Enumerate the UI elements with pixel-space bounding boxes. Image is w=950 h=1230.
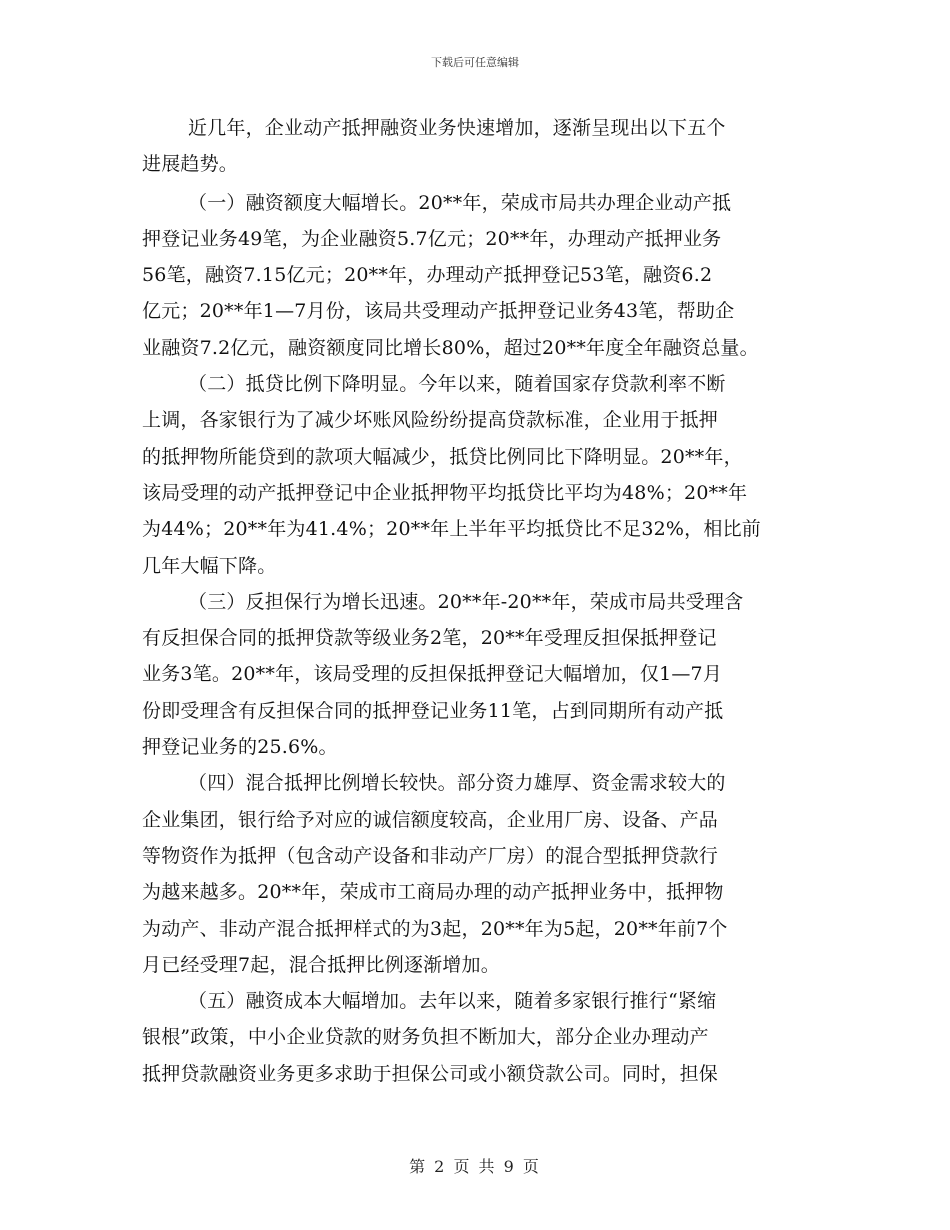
text-line: 为动产、非动产混合抵押样式的为3起，20**年为5起，20**年前7个 [142, 917, 728, 940]
paragraph-mixed-mortgage [142, 765, 818, 983]
text-line: 份即受理含有反担保合同的抵押登记业务11笔，占到同期所有动产抵 [142, 699, 724, 722]
text-line: （一）融资额度大幅增长。20**年，荣成市局共办理企业动产抵 [188, 191, 732, 214]
text-line: （五）融资成本大幅增加。去年以来，随着多家银行推行“紧缩 [188, 990, 717, 1013]
document-body [142, 110, 818, 1092]
paragraph-financing-amount [142, 185, 818, 366]
text-line: （二）抵贷比例下降明显。今年以来，随着国家存贷款利率不断 [188, 373, 726, 396]
text-line: 近几年，企业动产抵押融资业务快速增加，逐渐呈现出以下五个 [188, 117, 726, 139]
page-number-footer: 第 2 页 共 9 页 [409, 1157, 541, 1176]
paragraph-intro [142, 110, 818, 183]
text-line: 有反担保合同的抵押贷款等级业务2笔，20**年受理反担保抵押登记 [142, 627, 717, 650]
text-line: 的抵押物所能贷到的款项大幅减少，抵贷比例同比下降明显。20**年， [142, 445, 743, 468]
paragraph-loan-ratio [142, 366, 818, 584]
text-line: （四）混合抵押比例增长较快。部分资力雄厚、资金需求较大的 [188, 772, 726, 795]
header-note: 下载后可任意编辑 [431, 56, 519, 69]
text-line: 亿元；20**年1—7月份，该局共受理动产抵押登记业务43笔，帮助企 [142, 300, 735, 323]
text-line: 月已经受理7起，混合抵押比例逐渐增加。 [142, 953, 500, 976]
text-line: 该局受理的动产抵押登记中企业抵押物平均抵贷比平均为48%；20**年 [142, 481, 748, 504]
text-line: 抵押贷款融资业务更多求助于担保公司或小额贷款公司。同时，担保 [142, 1062, 719, 1085]
text-line: 押登记业务49笔，为企业融资5.7亿元；20**年，办理动产抵押业务 [142, 227, 722, 250]
text-line: 押登记业务的25.6%。 [142, 736, 338, 759]
text-line: 进展趋势。 [142, 153, 239, 176]
text-line: 为44%；20**年为41.4%；20**年上半年平均抵贷比不足32%，相比前 [142, 518, 761, 541]
text-line: 等物资作为抵押（包含动产设备和非动产厂房）的混合型抵押贷款行 [142, 844, 719, 867]
text-line: 为越来越多。20**年，荣成市工商局办理的动产抵押业务中，抵押物 [142, 881, 724, 904]
text-line: 56笔，融资7.15亿元；20**年，办理动产抵押登记53笔，融资6.2 [142, 264, 713, 287]
paragraph-financing-cost [142, 983, 818, 1092]
text-line: 业务3笔。20**年，该局受理的反担保抵押登记大幅增加，仅1—7月 [142, 663, 723, 686]
text-line: 上调，各家银行为了减少坏账风险纷纷提高贷款标准，企业用于抵押 [142, 409, 719, 432]
text-line: 银根”政策，中小企业贷款的财务负担不断加大，部分企业办理动产 [142, 1026, 709, 1049]
text-line: （三）反担保行为增长迅速。20**年-20**年，荣成市局共受理含 [188, 590, 744, 613]
text-line: 企业集团，银行给予对应的诚信额度较高，企业用厂房、设备、产品 [142, 808, 719, 831]
paragraph-counter-guarantee [142, 584, 818, 765]
text-line: 几年大幅下降。 [142, 554, 277, 577]
text-line: 业融资7.2亿元，融资额度同比增长80%，超过20**年度全年融资总量。 [142, 336, 759, 359]
